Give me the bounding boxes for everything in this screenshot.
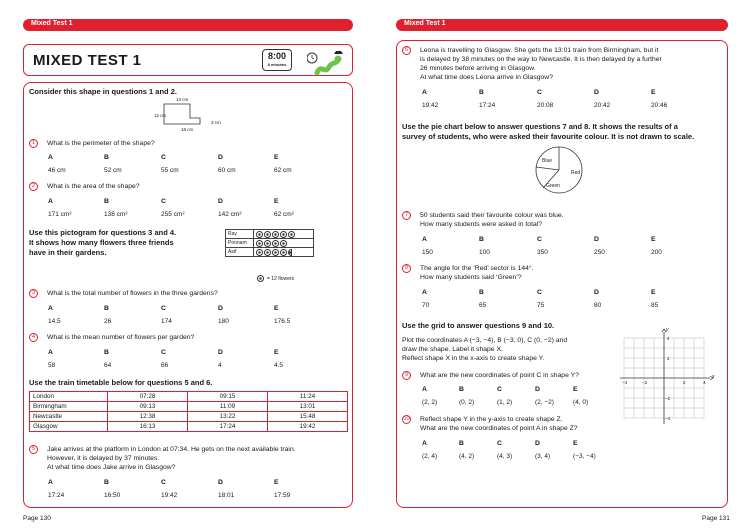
option-value: 17:24 <box>479 102 496 109</box>
question-text: Reflect shape Y in the y-axis to create shape Z. <box>420 416 563 423</box>
question-number: 5 <box>29 445 38 454</box>
right-page <box>375 0 750 531</box>
option-value: 180 <box>218 318 229 325</box>
option-value: (2, 4) <box>422 453 438 460</box>
flower-icon <box>256 231 263 238</box>
option-label: C <box>161 305 166 312</box>
pie-label-green: Green <box>546 183 560 189</box>
table-cell: 19:42 <box>268 422 348 432</box>
option-value: 66 <box>161 362 169 369</box>
option-label: B <box>479 289 484 296</box>
option-value: 200 <box>651 249 662 256</box>
pie-label-red: Red <box>571 170 581 176</box>
option-label: D <box>535 386 540 393</box>
coordinate-grid <box>614 328 714 428</box>
table-row <box>30 412 348 422</box>
option-value: 14.5 <box>48 318 61 325</box>
pie-intro-1: Use the pie chart below to answer questions 7 and 8. It shows the results of a <box>402 122 678 131</box>
pictogram-name: Ray <box>226 230 254 239</box>
option-value: (4, 0) <box>573 399 589 406</box>
half-flower-icon <box>288 249 292 256</box>
question-number: 9 <box>402 371 411 380</box>
shape-intro: Consider this shape in questions 1 and 2. <box>29 87 177 96</box>
page-number: Page 130 <box>23 515 51 522</box>
flower-icon <box>280 231 287 238</box>
table-cell: 16:13 <box>108 422 188 432</box>
table-cell: 09:13 <box>108 402 188 412</box>
header-bar-label: Mixed Test 1 <box>31 20 73 27</box>
option-value: 4 <box>218 362 222 369</box>
option-label: A <box>422 236 427 243</box>
plot-instruction: Plot the coordinates A (−3, −4), B (−3, 0), C (0, −2) and <box>402 337 568 344</box>
option-label: B <box>104 479 109 486</box>
question-text: What is the mean number of flowers per garden? <box>47 334 195 341</box>
option-value: (4, 3) <box>497 453 513 460</box>
table-cell: 09:15 <box>188 392 268 402</box>
pictogram-intro-3: have in their gardens. <box>29 248 107 257</box>
table-row <box>30 422 348 432</box>
option-label: E <box>274 154 279 161</box>
question-number: 4 <box>29 333 38 342</box>
option-value: 350 <box>537 249 548 256</box>
pictogram-intro-1: Use this pictogram for questions 3 and 4. <box>29 228 177 237</box>
plot-instruction: draw the shape. Label it shape X. <box>402 346 503 353</box>
pictogram-row <box>226 248 314 257</box>
option-value: 46 cm <box>48 167 66 174</box>
option-label: E <box>274 479 279 486</box>
option-value: 20:08 <box>537 102 554 109</box>
option-label: C <box>161 198 166 205</box>
question-text: What is the total number of flowers in the three gardens? <box>47 290 218 297</box>
question-text: What is the perimeter of the shape? <box>47 140 155 147</box>
header-bar-label: Mixed Test 1 <box>404 20 446 27</box>
table-cell: 12:38 <box>108 412 188 422</box>
option-value: 255 cm² <box>161 211 185 218</box>
pie-label-blue: Blue <box>542 158 553 164</box>
option-value: 58 <box>48 362 56 369</box>
flower-icon <box>272 240 279 247</box>
question-number: 10 <box>403 416 410 422</box>
question-number: 8 <box>402 264 411 273</box>
key-flower-icon <box>257 275 264 282</box>
option-value: 19:42 <box>422 102 439 109</box>
option-value: 16:50 <box>104 492 121 499</box>
option-value: 55 cm <box>161 167 179 174</box>
option-value: 100 <box>479 249 490 256</box>
timer-badge <box>262 49 292 71</box>
option-value: (−3, −4) <box>573 453 596 460</box>
question-text: 50 students said their favourite colour was blue. <box>420 212 564 219</box>
table-cell: 11:09 <box>188 402 268 412</box>
option-label: B <box>479 236 484 243</box>
pictogram-name: Poonam <box>226 239 254 248</box>
option-label: A <box>422 386 427 393</box>
pictogram-flowers <box>254 248 314 257</box>
option-label: B <box>479 89 484 96</box>
option-label: E <box>651 89 656 96</box>
flower-icon <box>280 249 287 256</box>
option-label: C <box>537 289 542 296</box>
option-label: E <box>651 289 656 296</box>
x-tick: 2 <box>683 380 686 385</box>
option-label: B <box>104 349 109 356</box>
option-label: A <box>422 440 427 447</box>
pictogram-row <box>226 230 314 239</box>
option-value: 20:42 <box>594 102 611 109</box>
option-label: B <box>104 305 109 312</box>
flower-icon <box>272 231 279 238</box>
option-label: A <box>422 89 427 96</box>
pictogram-name: Asif <box>226 248 254 257</box>
question-text: What are the new coordinates of point C in shape Y? <box>420 372 579 379</box>
option-label: D <box>218 479 223 486</box>
table-cell: London <box>30 392 108 402</box>
option-label: B <box>459 440 464 447</box>
table-cell: Glasgow <box>30 422 108 432</box>
plot-instruction: Reflect shape X in the x-axis to create shape Y. <box>402 355 545 362</box>
option-label: A <box>48 198 53 205</box>
y-tick: 4 <box>667 336 670 341</box>
option-value: 75 <box>537 302 545 309</box>
x-axis-label: x <box>712 374 715 380</box>
option-value: 60 cm <box>218 167 236 174</box>
option-label: B <box>104 198 109 205</box>
x-tick: −4 <box>622 380 628 385</box>
flower-icon <box>264 249 271 256</box>
page-number: Page 131 <box>702 515 730 522</box>
timer-time: 8:00 <box>267 51 286 61</box>
flower-icon <box>264 231 271 238</box>
option-label: C <box>161 479 166 486</box>
option-label: A <box>48 305 53 312</box>
option-label: C <box>161 154 166 161</box>
option-value: (3, 4) <box>535 453 551 460</box>
shape-label-left: 12 cm <box>154 113 167 118</box>
pictogram-flowers <box>254 230 314 239</box>
option-value: 17:59 <box>274 492 291 499</box>
option-value: 150 <box>422 249 433 256</box>
question-number: 6 <box>402 46 411 55</box>
pie-intro-2: survey of students, who were asked their favourite colour. It is not drawn to scale. <box>402 132 695 141</box>
option-label: A <box>48 154 53 161</box>
option-label: C <box>497 386 502 393</box>
option-label: D <box>535 440 540 447</box>
option-label: D <box>218 349 223 356</box>
option-label: D <box>594 289 599 296</box>
pictogram-intro-2: It shows how many flowers three friends <box>29 238 174 247</box>
flower-icon <box>256 249 263 256</box>
shape-label-top: 13 cm <box>176 97 189 102</box>
pictogram-table <box>225 229 314 257</box>
question-number: 1 <box>29 139 38 148</box>
option-label: C <box>537 236 542 243</box>
table-cell: Newcastle <box>30 412 108 422</box>
option-value: 64 <box>104 362 112 369</box>
option-value: (4, 2) <box>459 453 475 460</box>
option-label: E <box>573 386 578 393</box>
option-value: 80 <box>594 302 602 309</box>
option-label: A <box>48 479 53 486</box>
option-label: B <box>459 386 464 393</box>
option-value: 52 cm <box>104 167 122 174</box>
option-value: 65 <box>479 302 487 309</box>
question-text: What are the new coordinates of point A in shape Z? <box>420 425 578 432</box>
question-text: However, it is delayed by 37 minutes. <box>47 455 160 462</box>
option-value: 70 <box>422 302 430 309</box>
option-value: 250 <box>594 249 605 256</box>
table-cell: 17:24 <box>188 422 268 432</box>
option-value: 171 cm² <box>48 211 72 218</box>
option-value: 176.5 <box>274 318 291 325</box>
option-label: D <box>594 236 599 243</box>
flower-icon <box>272 249 279 256</box>
table-cell: 15:48 <box>268 412 348 422</box>
option-label: B <box>104 154 109 161</box>
train-timetable <box>29 391 348 432</box>
question-text: is delayed by 38 minutes on the way to Newcastle. It is then delayed by a further <box>420 56 662 63</box>
y-tick: 2 <box>667 356 670 361</box>
pictogram-key: = 12 flowers <box>267 276 295 282</box>
table-row <box>30 392 348 402</box>
y-tick: −2 <box>665 396 671 401</box>
option-label: D <box>594 89 599 96</box>
worm-mascot-icon <box>307 51 347 77</box>
option-value: (2, −2) <box>535 399 554 406</box>
table-cell: Birmingham <box>30 402 108 412</box>
question-text: How many students were asked in total? <box>420 221 543 228</box>
option-label: E <box>274 198 279 205</box>
question-number: 3 <box>29 289 38 298</box>
option-label: D <box>218 154 223 161</box>
flower-icon <box>256 240 263 247</box>
option-value: 174 <box>161 318 172 325</box>
option-label: C <box>497 440 502 447</box>
table-cell: 07:28 <box>108 392 188 402</box>
option-value: 20:46 <box>651 102 668 109</box>
question-number: 2 <box>29 182 38 191</box>
grid-intro: Use the grid to answer questions 9 and 10. <box>402 321 555 330</box>
option-value: 62 cm <box>274 167 292 174</box>
option-value: 17:24 <box>48 492 65 499</box>
question-text: At what time does Jake arrive in Glasgow? <box>47 464 176 471</box>
y-tick: −4 <box>665 416 671 421</box>
question-text: Jake arrives at the platform in London at 07:34. He gets on the next available train. <box>47 446 296 453</box>
timetable-intro: Use the train timetable below for questions 5 and 6. <box>29 378 213 387</box>
option-label: C <box>161 349 166 356</box>
option-label: D <box>218 305 223 312</box>
option-label: D <box>218 198 223 205</box>
pictogram-row <box>226 239 314 248</box>
x-tick: −2 <box>642 380 648 385</box>
option-value: 62 cm² <box>274 211 294 218</box>
x-tick: 4 <box>703 380 706 385</box>
question-number: 7 <box>402 211 411 220</box>
option-label: C <box>537 89 542 96</box>
timer-unit: 8 minutes <box>267 62 287 67</box>
table-cell: 13:22 <box>188 412 268 422</box>
option-label: E <box>573 440 578 447</box>
option-value: 142 cm² <box>218 211 242 218</box>
flower-icon <box>280 240 287 247</box>
question-text: At what time does Leona arrive in Glasgow? <box>420 74 553 81</box>
option-value: (0, 2) <box>459 399 475 406</box>
flower-icon <box>264 240 271 247</box>
flower-icon <box>288 231 295 238</box>
option-value: 85 <box>651 302 659 309</box>
option-value: 19:42 <box>161 492 178 499</box>
header-bar <box>23 19 353 31</box>
option-label: A <box>422 289 427 296</box>
option-label: E <box>274 349 279 356</box>
title-box <box>23 44 353 76</box>
question-text: The angle for the ‘Red’ sector is 144°. <box>420 265 534 272</box>
header-bar <box>396 19 728 31</box>
question-text: Leona is travelling to Glasgow. She gets the 13:01 train from Birmingham, but it <box>420 47 659 54</box>
option-value: 26 <box>104 318 112 325</box>
option-label: E <box>651 236 656 243</box>
question-text: What is the area of the shape? <box>47 183 140 190</box>
question-text: 26 minutes before arriving in Glasgow. <box>420 65 536 72</box>
option-label: A <box>48 349 53 356</box>
pictogram-flowers <box>254 239 314 248</box>
option-value: 4.5 <box>274 362 284 369</box>
option-value: 18:01 <box>218 492 235 499</box>
question-text: How many students said ‘Green’? <box>420 274 522 281</box>
option-value: (2, 2) <box>422 399 438 406</box>
option-value: (1, 2) <box>497 399 513 406</box>
table-cell: 11:24 <box>268 392 348 402</box>
shape-label-right: 3 cm <box>211 120 221 125</box>
y-axis-label: y <box>666 327 669 333</box>
table-cell: 13:01 <box>268 402 348 412</box>
page-title: MIXED TEST 1 <box>33 52 142 69</box>
option-label: E <box>274 305 279 312</box>
table-row <box>30 402 348 412</box>
shape-label-bottom: 18 cm <box>181 127 194 132</box>
option-value: 138 cm² <box>104 211 128 218</box>
